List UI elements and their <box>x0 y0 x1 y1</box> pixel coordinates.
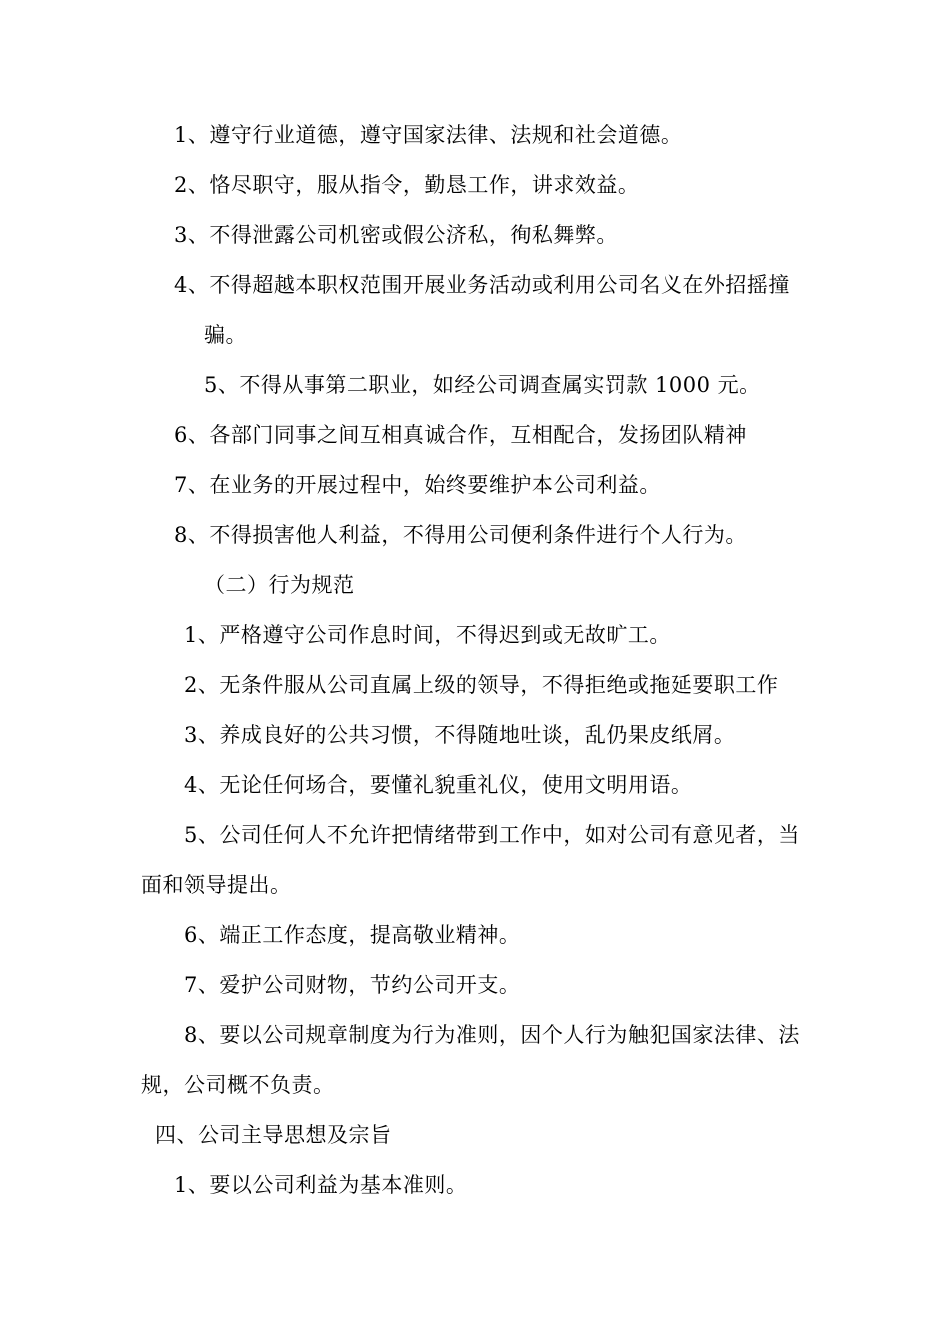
conduct-item-7: 7、在业务的开展过程中，始终要维护本公司利益。 <box>174 473 661 497</box>
conduct-item-2: 2、恪尽职守，服从指令，勤恳工作，讲求效益。 <box>174 173 640 197</box>
behavior-item-4: 4、无论任何场合，要懂礼貌重礼仪，使用文明用语。 <box>184 773 693 797</box>
behavior-item-8-continued: 规，公司概不负责。 <box>141 1073 335 1097</box>
behavior-item-5: 5、公司任何人不允许把情绪带到工作中，如对公司有意见者，当 <box>184 823 800 847</box>
behavior-item-5-continued: 面和领导提出。 <box>141 873 292 897</box>
conduct-item-6: 6、各部门同事之间互相真诚合作，互相配合，发扬团队精神 <box>174 423 747 447</box>
conduct-item-5: 5、不得从事第二职业，如经公司调查属实罚款 1000 元。 <box>204 373 761 397</box>
behavior-item-1: 1、严格遵守公司作息时间，不得迟到或无故旷工。 <box>184 623 671 647</box>
behavior-item-2: 2、无条件服从公司直属上级的领导，不得拒绝或拖延要职工作 <box>184 673 779 697</box>
behavior-item-8: 8、要以公司规章制度为行为准则，因个人行为触犯国家法律、法 <box>184 1023 800 1047</box>
behavior-item-3: 3、养成良好的公共习惯，不得随地吐谈，乱仍果皮纸屑。 <box>184 723 736 747</box>
conduct-item-4-continued: 骗。 <box>204 323 247 347</box>
conduct-item-3: 3、不得泄露公司机密或假公济私，徇私舞弊。 <box>174 223 618 247</box>
behavior-item-6: 6、端正工作态度，提高敬业精神。 <box>184 923 521 947</box>
section4-heading: 四、公司主导思想及宗旨 <box>155 1123 392 1147</box>
behavior-heading: （二）行为规范 <box>204 573 355 597</box>
conduct-item-1: 1、遵守行业道德，遵守国家法律、法规和社会道德。 <box>174 123 683 147</box>
behavior-item-7: 7、爱护公司财物，节约公司开支。 <box>184 973 521 997</box>
conduct-item-4: 4、不得超越本职权范围开展业务活动或利用公司名义在外招摇撞 <box>174 273 790 297</box>
conduct-item-8: 8、不得损害他人利益，不得用公司便利条件进行个人行为。 <box>174 523 747 547</box>
section4-item-1: 1、要以公司利益为基本准则。 <box>174 1173 468 1197</box>
